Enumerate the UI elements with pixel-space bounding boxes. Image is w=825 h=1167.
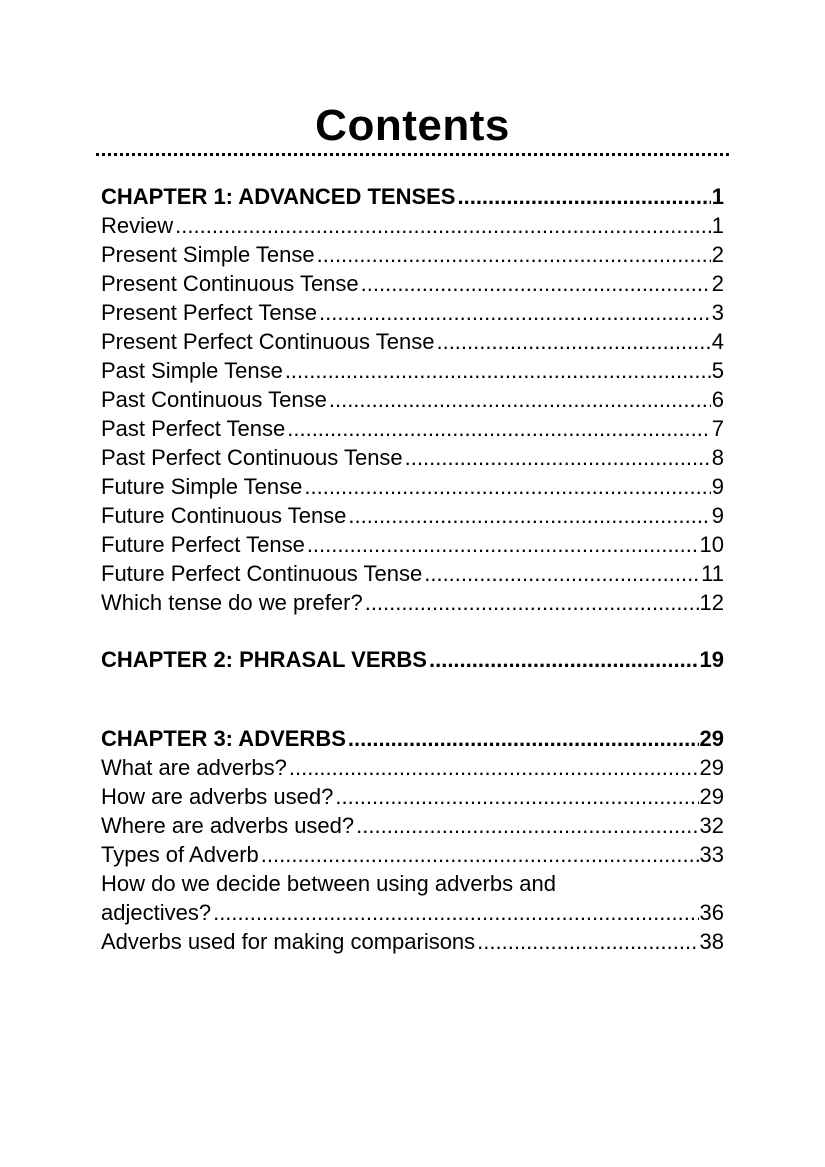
page-number: 29: [699, 755, 724, 780]
dot-leader: [457, 182, 710, 211]
page-number: 8: [711, 445, 724, 470]
dot-leader: [424, 559, 700, 588]
toc-chapter-entry[interactable]: [101, 645, 724, 674]
toc-entry[interactable]: [101, 898, 724, 927]
toc-entry[interactable]: [101, 240, 724, 269]
toc-entry[interactable]: [101, 753, 724, 782]
entry-title: Future Perfect Tense: [101, 532, 305, 557]
entry-title: Types of Adverb: [101, 842, 259, 867]
page-number: 1: [711, 184, 724, 209]
page-number: 3: [711, 300, 724, 325]
toc-section: [101, 724, 724, 956]
entry-title: Past Perfect Tense: [101, 416, 286, 441]
dot-leader: [348, 724, 699, 753]
toc-section: [101, 645, 724, 674]
page-number: 1: [711, 213, 724, 238]
dot-leader: [317, 240, 711, 269]
page-number: 11: [701, 561, 724, 586]
toc-entry[interactable]: [101, 811, 724, 840]
page-number: 19: [699, 647, 724, 672]
toc-entry[interactable]: [101, 559, 724, 588]
toc-entry[interactable]: [101, 298, 724, 327]
dot-leader: [356, 811, 698, 840]
dot-leader: [405, 443, 711, 472]
table-of-contents: [101, 182, 724, 956]
page-number: 9: [711, 503, 724, 528]
page-number: 29: [699, 726, 724, 751]
dot-leader: [429, 645, 699, 674]
toc-entry[interactable]: [101, 385, 724, 414]
entry-title: How are adverbs used?: [101, 784, 334, 809]
dot-leader: [285, 356, 711, 385]
entry-title: Future Simple Tense: [101, 474, 303, 499]
dot-leader: [304, 472, 710, 501]
chapter-title: CHAPTER 1: ADVANCED TENSES: [101, 184, 456, 209]
toc-entry[interactable]: [101, 530, 724, 559]
entry-title: Which tense do we prefer?: [101, 590, 363, 615]
dot-leader: [329, 385, 711, 414]
entry-title: What are adverbs?: [101, 755, 287, 780]
page-number: 29: [699, 784, 724, 809]
entry-title: Past Perfect Continuous Tense: [101, 445, 403, 470]
dot-leader: [213, 898, 698, 927]
dot-leader: [348, 501, 710, 530]
dot-leader: [175, 211, 711, 240]
chapter-title: CHAPTER 2: PHRASAL VERBS: [101, 647, 427, 672]
chapter-title: CHAPTER 3: ADVERBS: [101, 726, 346, 751]
toc-entry[interactable]: [101, 472, 724, 501]
entry-title: adjectives?: [101, 900, 212, 925]
dot-leader: [477, 927, 698, 956]
page-number: 38: [699, 929, 724, 954]
entry-title: Past Continuous Tense: [101, 387, 327, 412]
toc-entry[interactable]: [101, 356, 724, 385]
toc-entry[interactable]: [101, 501, 724, 530]
toc-entry[interactable]: [101, 327, 724, 356]
toc-entry[interactable]: [101, 211, 724, 240]
page-number: 33: [699, 842, 724, 867]
entry-title: Future Continuous Tense: [101, 503, 347, 528]
page-number: 7: [711, 416, 724, 441]
toc-chapter-entry[interactable]: [101, 182, 724, 211]
title-divider: [96, 153, 729, 156]
toc-entry[interactable]: [101, 927, 724, 956]
entry-title: Present Perfect Tense: [101, 300, 318, 325]
dot-leader: [287, 414, 711, 443]
page-number: 2: [711, 242, 724, 267]
entry-title: Present Simple Tense: [101, 242, 315, 267]
page-number: 2: [711, 271, 724, 296]
toc-entry[interactable]: [101, 414, 724, 443]
dot-leader: [436, 327, 710, 356]
dot-leader: [307, 530, 699, 559]
page-number: 36: [699, 900, 724, 925]
toc-entry[interactable]: [101, 588, 724, 617]
toc-chapter-entry[interactable]: [101, 724, 724, 753]
entry-title: Past Simple Tense: [101, 358, 283, 383]
dot-leader: [361, 269, 711, 298]
entry-title: Review: [101, 213, 174, 238]
dot-leader: [335, 782, 698, 811]
toc-entry[interactable]: [101, 269, 724, 298]
toc-entry[interactable]: [101, 840, 724, 869]
dot-leader: [365, 588, 699, 617]
toc-section: [101, 182, 724, 617]
page-number: 9: [711, 474, 724, 499]
toc-entry[interactable]: [101, 782, 724, 811]
page-number: 32: [699, 813, 724, 838]
entry-title: Future Perfect Continuous Tense: [101, 561, 423, 586]
page-number: 12: [699, 590, 724, 615]
page-number: 4: [711, 329, 724, 354]
entry-title: Present Perfect Continuous Tense: [101, 329, 435, 354]
entry-title: Adverbs used for making comparisons: [101, 929, 476, 954]
dot-leader: [319, 298, 711, 327]
page-number: 5: [711, 358, 724, 383]
dot-leader: [261, 840, 699, 869]
entry-title: How do we decide between using adverbs and: [101, 871, 556, 896]
dot-leader: [289, 753, 699, 782]
entry-title: Present Continuous Tense: [101, 271, 359, 296]
page-title: Contents: [315, 101, 510, 150]
toc-entry-line[interactable]: [101, 869, 724, 898]
page-number: 10: [699, 532, 724, 557]
page-number: 6: [711, 387, 724, 412]
entry-title: Where are adverbs used?: [101, 813, 355, 838]
toc-entry[interactable]: [101, 443, 724, 472]
